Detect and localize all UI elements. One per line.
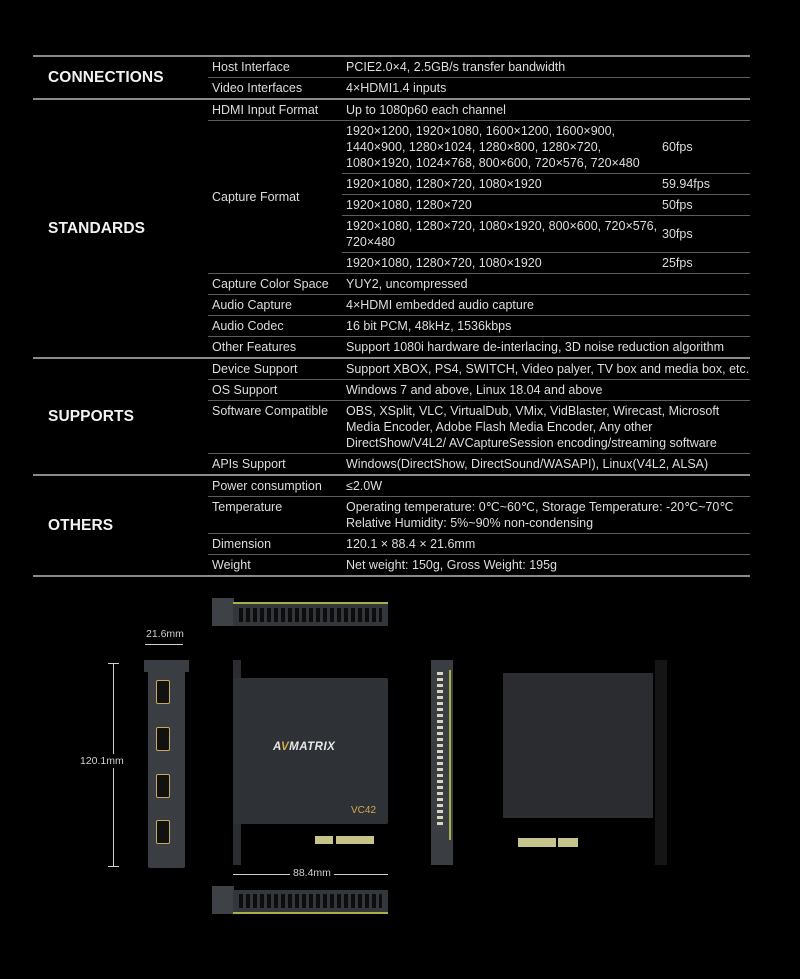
card-edge-view [431,660,453,865]
section-title: CONNECTIONS [48,68,164,86]
hdmi-port-icon [156,774,170,798]
spec-label: APIs Support [212,457,286,471]
spec-row [208,496,750,533]
height-dimension-label: 120.1mm [80,755,124,767]
capture-fps: 59.94fps [662,177,710,191]
section-others [33,474,750,577]
hdmi-port-icon [156,727,170,751]
spec-table [33,55,750,577]
spec-label: Audio Capture [212,298,292,312]
spec-row [208,453,750,474]
spec-label: Video Interfaces [212,81,303,95]
spec-label: Dimension [212,537,272,551]
spec-row [208,57,750,77]
spec-value: 16 bit PCM, 48kHz, 1536kbps [346,319,512,333]
capture-resolutions: 1920×1080, 1280×720, 1080×1920 [346,177,542,191]
back-bracket [655,660,667,865]
section-title: SUPPORTS [48,407,135,425]
spec-value: YUY2, uncompressed [346,277,468,291]
capture-resolutions: 1920×1080, 1280×720, 1080×1920, 800×600, 720×576, 720×480 [346,219,658,249]
capture-entry [342,252,750,273]
capture-card-back [503,673,653,818]
spec-value: Up to 1080p60 each channel [346,103,506,117]
top-bracket-tab [212,598,234,626]
section-connections [33,55,750,98]
brand-logo: AVMATRIX [273,741,336,753]
spec-row [208,533,750,554]
bottom-bracket-tab [212,886,234,914]
section-title: OTHERS [48,516,114,534]
spec-value: Support 1080i hardware de-interlacing, 3D noise reduction algorithm [346,340,724,354]
capture-fps: 25fps [662,256,693,270]
capture-resolutions: 1920×1200, 1920×1080, 1600×1200, 1600×900, 1440×900, 1280×1024, 1280×800, 1280×720, 1080×1920, 1024×768, 800×600, 720×576, 720×480 [346,124,640,170]
spec-value: 4×HDMI1.4 inputs [346,81,447,95]
spec-label: Weight [212,558,251,572]
spec-row [208,379,750,400]
spec-row [208,77,750,98]
spec-row [208,100,750,120]
width-dimension-line [145,644,183,645]
hdmi-port-icon [156,820,170,844]
capture-fps: 60fps [662,140,693,154]
spec-label: Capture Color Space [212,277,329,291]
capture-card-front [233,678,388,824]
capture-resolutions: 1920×1080, 1280×720 [346,198,472,212]
bottom-view-heatsink [233,890,388,914]
section-title: STANDARDS [48,219,146,237]
capture-fps: 50fps [662,198,693,212]
spec-label: Device Support [212,362,298,376]
spec-value: Windows 7 and above, Linux 18.04 and above [346,383,603,397]
spec-value: ≤2.0W [346,479,383,493]
model-label: VC42 [350,805,376,816]
spec-value: 4×HDMI embedded audio capture [346,298,534,312]
capture-entry [342,215,750,252]
pcie-connector-icon [336,836,374,844]
spec-value: OBS, XSplit, VLC, VirtualDub, VMix, VidBlaster, Wirecast, Microsoft Media Encoder, Adobe Flash Media Encoder, Any other DirectShow/V4L2/ AVCaptureSession encoding/streaming software [346,404,720,450]
spec-value: Net weight: 150g, Gross Weight: 195g [346,558,557,572]
spec-row [208,554,750,575]
pcie-connector-icon [315,836,333,844]
spec-value: Windows(DirectShow, DirectSound/WASAPI), Linux(V4L2, ALSA) [346,457,709,471]
spec-label: Host Interface [212,60,290,74]
spec-label: OS Support [212,383,278,397]
spec-row [208,336,750,357]
spec-row [208,315,750,336]
spec-row [208,294,750,315]
spec-label: HDMI Input Format [212,103,319,117]
capture-fps: 30fps [662,227,693,241]
spec-label: Power consumption [212,479,322,493]
spec-row [208,476,750,496]
pcie-connector-icon [558,838,578,847]
spec-value: 120.1 × 88.4 × 21.6mm [346,537,476,551]
depth-dimension-label: 88.4mm [290,867,334,879]
capture-resolutions: 1920×1080, 1280×720, 1080×1920 [346,256,542,270]
spec-label: Temperature [212,500,283,514]
width-dimension-label: 21.6mm [146,628,184,640]
spec-label: Capture Format [212,190,300,204]
spec-value: Support XBOX, PS4, SWITCH, Video palyer, TV box and media box, etc. [346,362,750,376]
dim-tick [108,663,119,664]
spec-row [208,400,750,453]
spec-value: Operating temperature: 0℃~60℃, Storage Temperature: -20℃~70℃ Relative Humidity: 5%~90% non-condensing [346,500,734,530]
spec-label: Other Features [212,340,297,354]
spec-row [208,359,750,379]
spec-label: Software Compatible [212,404,329,418]
capture-entry [342,194,750,215]
section-supports [33,357,750,474]
spec-row [208,273,750,294]
capture-entry [342,173,750,194]
pcie-connector-icon [518,838,556,847]
spec-label: Audio Codec [212,319,284,333]
section-standards [33,98,750,357]
hdmi-port-icon [156,680,170,704]
capture-entry [342,121,750,173]
io-bracket-side-view [148,660,185,868]
spec-value: PCIE2.0×4, 2.5GB/s transfer bandwidth [346,60,566,74]
dim-tick [108,866,119,867]
top-view-heatsink [233,602,388,626]
capture-format-row [208,120,750,273]
